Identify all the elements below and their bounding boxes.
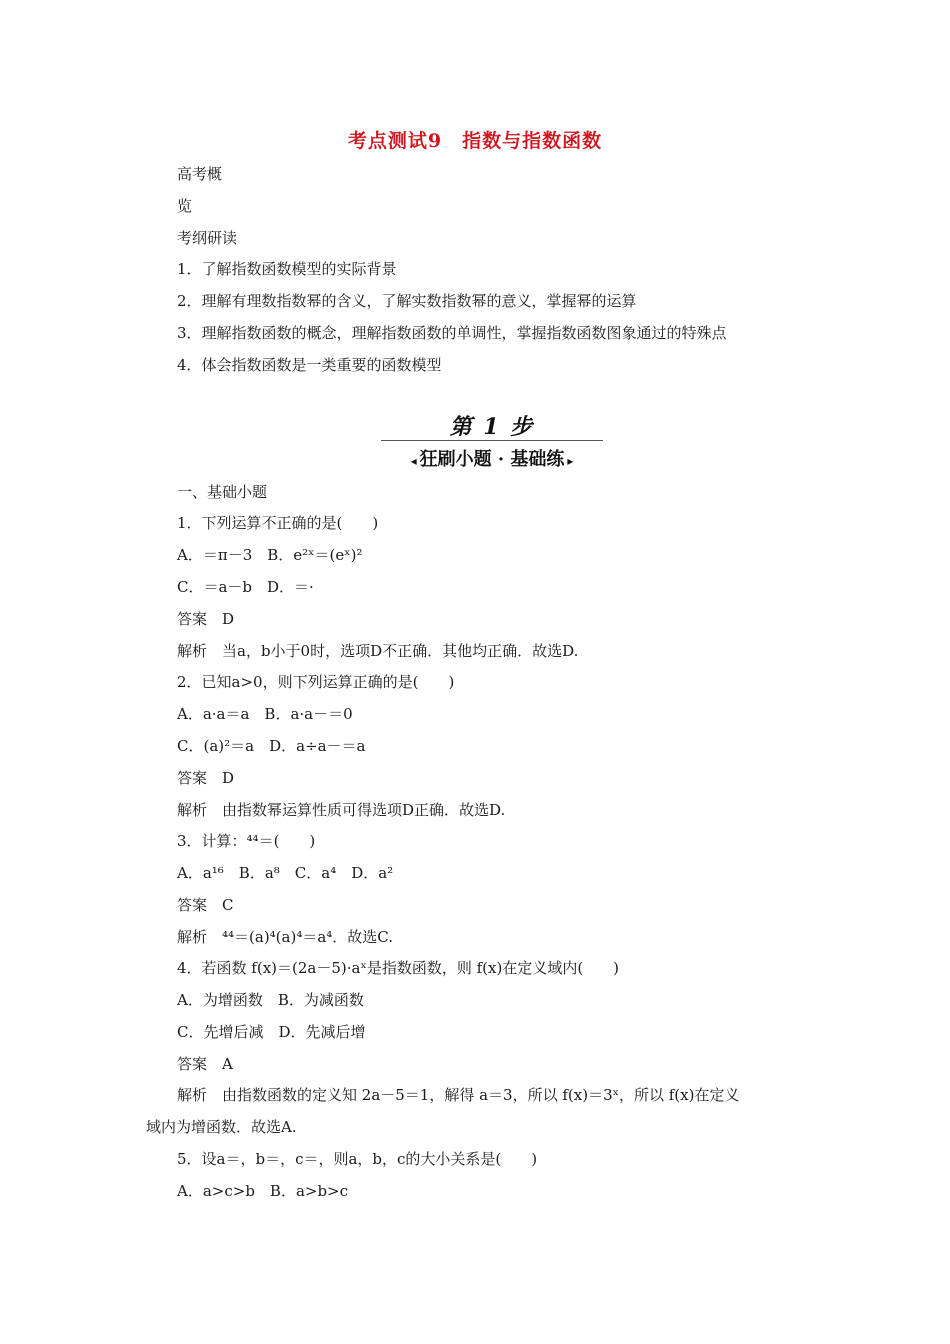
option-line: A．a¹⁶ B．a⁸ C．a⁴ D．a² bbox=[177, 864, 394, 882]
option-line: A．＝π－3 B．e²ˣ＝(eˣ)² bbox=[177, 546, 363, 564]
explanation-line: 解析 由指数函数的定义知 2a－5＝1，解得 a＝3，所以 f(x)＝3ˣ，所以 f(x)在定义 bbox=[177, 1086, 740, 1104]
section-heading: 一、基础小题 bbox=[177, 483, 268, 501]
overview-heading: 考纲研读 bbox=[177, 229, 238, 247]
explanation-line: 域内为增函数．故选A. bbox=[146, 1118, 297, 1136]
question-line: 3．计算：⁴⁴＝( ) bbox=[177, 832, 316, 850]
page-title: 考点测试9 指数与指数函数 bbox=[347, 130, 603, 152]
answer-line: 答案 D bbox=[177, 610, 235, 628]
question-line: 1．下列运算不正确的是( ) bbox=[177, 514, 379, 532]
explanation-line: 解析 ⁴⁴＝(a)⁴(a)⁴＝a⁴．故选C. bbox=[177, 928, 394, 946]
explanation-line: 解析 由指数幂运算性质可得选项D正确．故选D. bbox=[177, 801, 506, 819]
overview-line: 览 bbox=[177, 197, 193, 215]
objective-item: 4．体会指数函数是一类重要的函数模型 bbox=[177, 356, 442, 374]
option-line: A．a·a＝a B．a·a－＝0 bbox=[177, 705, 353, 723]
option-line: A．a>c>b B．a>b>c bbox=[177, 1182, 349, 1200]
option-line: C．先增后减 D．先减后增 bbox=[177, 1023, 366, 1041]
answer-line: 答案 D bbox=[177, 769, 235, 787]
option-line: C．(a)²＝a D．a÷a－＝a bbox=[177, 737, 366, 755]
left-arrow-icon: ◂ bbox=[410, 454, 417, 468]
step-heading: 第 1 步 bbox=[449, 414, 535, 440]
question-line: 4．若函数 f(x)＝(2a－5)·aˣ是指数函数，则 f(x)在定义域内( ) bbox=[177, 959, 620, 977]
banner-divider bbox=[381, 440, 603, 441]
option-line: A．为增函数 B．为减函数 bbox=[177, 991, 364, 1009]
answer-line: 答案 A bbox=[177, 1055, 233, 1073]
objective-item: 2．理解有理数指数幂的含义，了解实数指数幂的意义，掌握幂的运算 bbox=[177, 292, 637, 310]
overview-line: 高考概 bbox=[177, 165, 223, 183]
answer-line: 答案 C bbox=[177, 896, 234, 914]
question-line: 2．已知a>0，则下列运算正确的是( ) bbox=[177, 673, 455, 691]
right-arrow-icon: ▸ bbox=[567, 454, 574, 468]
explanation-line: 解析 当a，b小于0时，选项D不正确．其他均正确．故选D. bbox=[177, 642, 579, 660]
objective-item: 1．了解指数函数模型的实际背景 bbox=[177, 260, 397, 278]
option-line: C．＝a－b D．＝· bbox=[177, 578, 314, 596]
objective-item: 3．理解指数函数的概念，理解指数函数的单调性，掌握指数函数图象通过的特殊点 bbox=[177, 324, 727, 342]
question-line: 5．设a＝，b＝，c＝，则a，b，c的大小关系是( ) bbox=[177, 1150, 538, 1168]
step-subtitle bbox=[381, 445, 603, 471]
step-subtitle-text: 狂刷小题 · 基础练 bbox=[419, 449, 565, 470]
step-banner bbox=[381, 410, 603, 472]
